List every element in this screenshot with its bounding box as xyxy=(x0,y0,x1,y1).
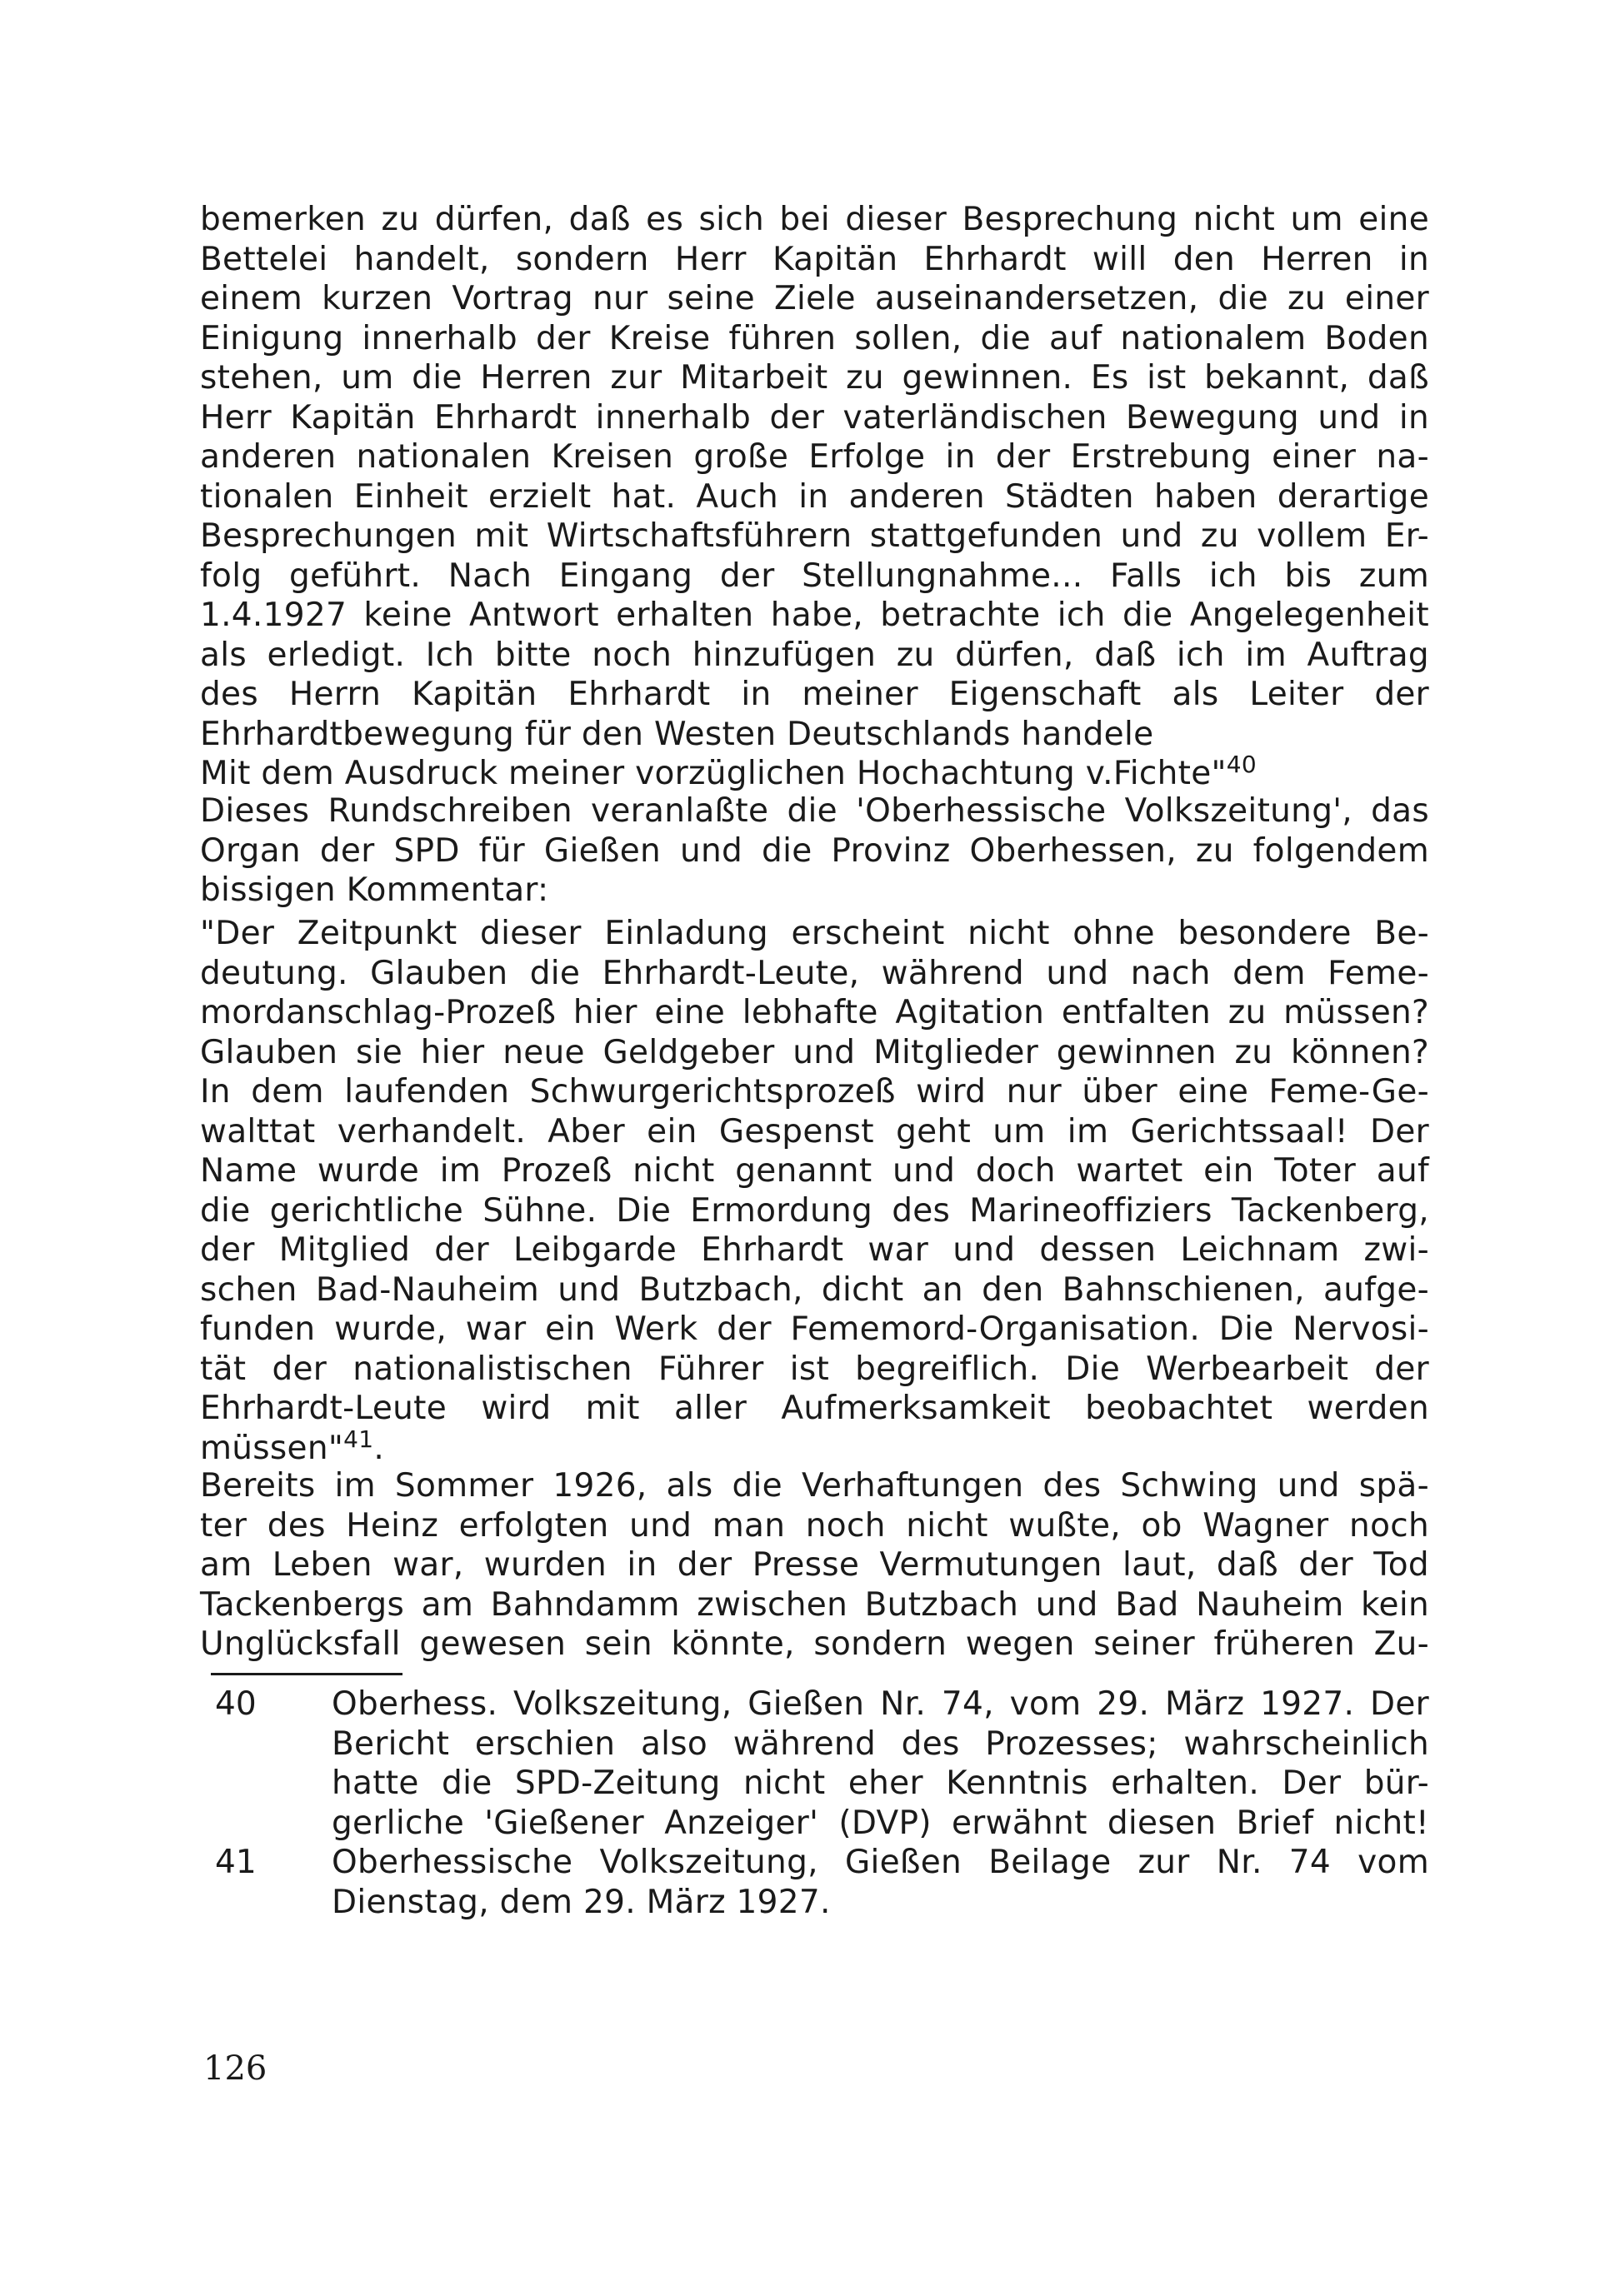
footnote-separator xyxy=(211,1673,402,1675)
text-line: Ehrhardt-Leute wird mit aller Aufmerksamkeit beobachtet werden xyxy=(200,1390,1429,1427)
text-line: "Der Zeitpunkt dieser Einladung erscheint nicht ohne besondere Be- xyxy=(200,915,1429,952)
text-line: folg geführt. Nach Eingang der Stellungnahme... Falls ich bis zum xyxy=(200,557,1429,595)
text-line: die gerichtliche Sühne. Die Ermordung des Marineoffiziers Tackenberg, xyxy=(200,1191,1429,1230)
text-line: In dem laufenden Schwurgerichtsprozeß wird nur über eine Feme-Ge- xyxy=(200,1073,1429,1111)
text-line: der Mitglied der Leibgarde Ehrhardt war und dessen Leichnam zwi- xyxy=(200,1231,1429,1269)
quote-last-line xyxy=(200,1425,1429,1469)
text-line: Unglücksfall gewesen sein könnte, sondern wegen seiner früheren Zu- xyxy=(200,1625,1429,1663)
letter-closing: Mit dem Ausdruck meiner vorzüglichen Hochachtung v.Fichte" xyxy=(200,755,1227,792)
text-line: Dienstag, dem 29. März 1927. xyxy=(332,1883,831,1921)
text-line: mordanschlag-Prozeß hier eine lebhafte Agitation entfalten zu müssen? xyxy=(200,994,1429,1031)
text-line: als erledigt. Ich bitte noch hinzufügen zu dürfen, daß ich im Auftrag xyxy=(200,636,1429,674)
text-line: Einigung innerhalb der Kreise führen sollen, die auf nationalem Boden xyxy=(200,319,1429,357)
text-line: Besprechungen mit Wirtschaftsführern stattgefunden und zu vollem Er- xyxy=(200,517,1429,555)
text-line: Dieses Rundschreiben veranlaßte die 'Oberhessische Volkszeitung', das xyxy=(200,792,1429,830)
footnote-reference: 41 xyxy=(343,1425,374,1453)
paragraph-summer-1926 xyxy=(200,1466,1429,1665)
text-line: bemerken zu dürfen, daß es sich bei dieser Besprechung nicht um eine xyxy=(200,201,1429,238)
text-line: Bericht erschien also während des Prozesses; wahrscheinlich xyxy=(332,1724,1429,1763)
text-line: hatte die SPD-Zeitung nicht eher Kenntnis erhalten. Der bür- xyxy=(332,1764,1429,1802)
text-line: 1.4.1927 keine Antwort erhalten habe, betrachte ich die Angelegenheit xyxy=(200,596,1429,634)
text-line: bissigen Kommentar: xyxy=(200,871,549,909)
quote-end-text: müssen" xyxy=(200,1429,344,1467)
text-line: walttat verhandelt. Aber ein Gespenst geht um im Gerichtssaal! Der xyxy=(200,1112,1429,1150)
text-line: Bettelei handelt, sondern Herr Kapitän Ehrhardt will den Herren in xyxy=(200,240,1429,278)
text-line: stehen, um die Herren zur Mitarbeit zu gewinnen. Es ist bekannt, daß xyxy=(200,359,1429,397)
text-line: Ehrhardtbewegung für den Westen Deutschlands handele xyxy=(200,715,1154,753)
text-line: Organ der SPD für Gießen und die Provinz Oberhessen, zu folgendem xyxy=(200,831,1429,870)
paragraph-intro xyxy=(200,791,1429,911)
text-line: Name wurde im Prozeß nicht genannt und doch wartet ein Toter auf xyxy=(200,1152,1429,1190)
text-line: tionalen Einheit erzielt hat. Auch in anderen Städten haben derartige xyxy=(200,477,1429,516)
text-line: ter des Heinz erfolgten und man noch nicht wußte, ob Wagner noch xyxy=(200,1506,1429,1545)
text-line: Glauben sie hier neue Geldgeber und Mitglieder gewinnen zu können? xyxy=(200,1033,1429,1071)
text-line: des Herrn Kapitän Ehrhardt in meiner Eigenschaft als Leiter der xyxy=(200,676,1429,713)
letter-closing-line xyxy=(200,751,1429,794)
text-line: Bereits im Sommer 1926, als die Verhaftungen des Schwing und spä- xyxy=(200,1467,1429,1505)
page-number: 126 xyxy=(203,2049,268,2088)
text-line: Tackenbergs am Bahndamm zwischen Butzbach und Bad Nauheim kein xyxy=(200,1585,1429,1624)
letter-continuation xyxy=(200,200,1429,794)
text-line: anderen nationalen Kreisen große Erfolge in der Erstrebung einer na- xyxy=(200,438,1429,476)
text-line: funden wurde, war ein Werk der Fememord-Organisation. Die Nervosi- xyxy=(200,1310,1429,1348)
footnote-number: 41 xyxy=(215,1844,257,1881)
text-line: Oberhessische Volkszeitung, Gießen Beilage zur Nr. 74 vom xyxy=(332,1844,1429,1881)
quote-end-punctuation: . xyxy=(373,1429,385,1467)
footnote-number: 40 xyxy=(215,1685,257,1723)
text-line: am Leben war, wurden in der Presse Vermutungen laut, daß der Tod xyxy=(200,1546,1429,1584)
text-line: tät der nationalistischen Führer ist begreiflich. Die Werbearbeit der xyxy=(200,1350,1429,1388)
text-line: gerliche 'Gießener Anzeiger' (DVP) erwähnt diesen Brief nicht! xyxy=(332,1804,1429,1842)
text-line: einem kurzen Vortrag nur seine Ziele auseinandersetzen, die zu einer xyxy=(200,280,1429,317)
text-line: Oberhess. Volkszeitung, Gießen Nr. 74, vom 29. März 1927. Der xyxy=(332,1685,1429,1723)
text-line: Herr Kapitän Ehrhardt innerhalb der vaterländischen Bewegung und in xyxy=(200,398,1429,437)
footnote-text xyxy=(332,1685,1429,1843)
footnote-reference: 40 xyxy=(1226,751,1257,778)
text-line: schen Bad-Nauheim und Butzbach, dicht an den Bahnschienen, aufge- xyxy=(200,1270,1429,1309)
text-line: deutung. Glauben die Ehrhardt-Leute, während und nach dem Feme- xyxy=(200,954,1429,992)
newspaper-quote xyxy=(200,914,1429,1468)
footnote-text xyxy=(332,1843,1429,1922)
